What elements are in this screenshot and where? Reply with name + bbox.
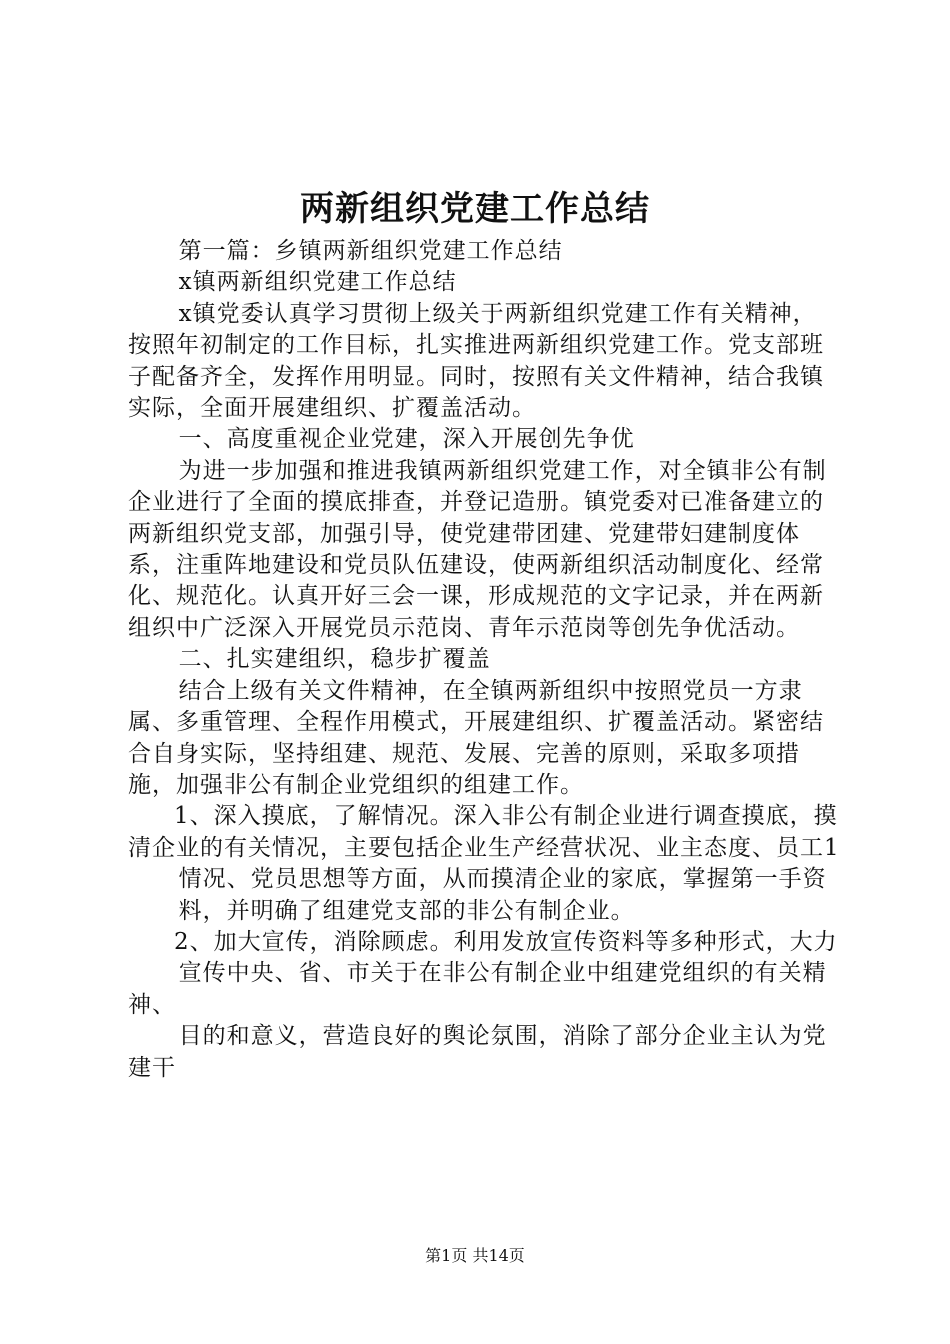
- paragraph-section-heading-2: 二、扎实建组织，稳步扩覆盖: [178, 646, 491, 673]
- paragraph-item-2: 2、加大宣传，消除顾虑。利用发放宣传资料等多种形式，大力: [174, 928, 838, 955]
- paragraph-item-2-cont-b: 目的和意义，营造良好的舆论氛围，消除了部分企业主认为党建干: [128, 1023, 827, 1081]
- paragraph-item-1-cont-a: 情况、党员思想等方面，从而摸清企业的家底，掌握第一手资: [178, 866, 827, 893]
- paragraph-section-heading-1: 一、高度重视企业党建，深入开展创先争优: [178, 426, 635, 453]
- paragraph-section-2-body: 结合上级有关文件精神，在全镇两新组织中按照党员一方隶属、多重管理、全程作用模式，开展建组织、扩覆盖活动。紧密结合自身实际，坚持组建、规范、发展、完善的原则，采取多项措施，加强非公有制企业党组织的组建工作。: [128, 677, 824, 798]
- page-footer: 第1页 共14页: [425, 1246, 525, 1265]
- document-body: [128, 236, 840, 1084]
- document-title: 两新组织党建工作总结: [300, 189, 650, 229]
- paragraph-item-2-cont-a: 宣传中央、省、市关于在非公有制企业中组建党组织的有关精神、: [128, 960, 827, 1018]
- paragraph-subtitle: x镇两新组织党建工作总结: [178, 269, 457, 296]
- paragraph-section-1-body: 为进一步加强和推进我镇两新组织党建工作，对全镇非公有制企业进行了全面的摸底排查，并登记造册。镇党委对已准备建立的两新组织党支部，加强引导，使党建带团建、党建带妇建制度体系，注重阵地建设和党员队伍建设，使两新组织活动制度化、经常化、规范化。认真开好三会一课，形成规范的文字记录，并在两新组织中广泛深入开展党员示范岗、青年示范岗等创先争优活动。: [128, 457, 827, 641]
- paragraph-item-1-cont-b: 料，并明确了组建党支部的非公有制企业。: [178, 897, 635, 924]
- paragraph-intro: x镇党委认真学习贯彻上级关于两新组织党建工作有关精神，按照年初制定的工作目标，扎实推进两新组织党建工作。党支部班子配备齐全，发挥作用明显。同时，按照有关文件精神，结合我镇实际，全面开展建组织、扩覆盖活动。: [128, 300, 824, 422]
- paragraph-chapter-heading: 第一篇：乡镇两新组织党建工作总结: [178, 238, 563, 264]
- paragraph-item-1: 1、深入摸底，了解情况。深入非公有制企业进行调查摸底，摸清企业的有关情况，主要包括企业生产经营状况、业主态度、员工1: [128, 803, 840, 861]
